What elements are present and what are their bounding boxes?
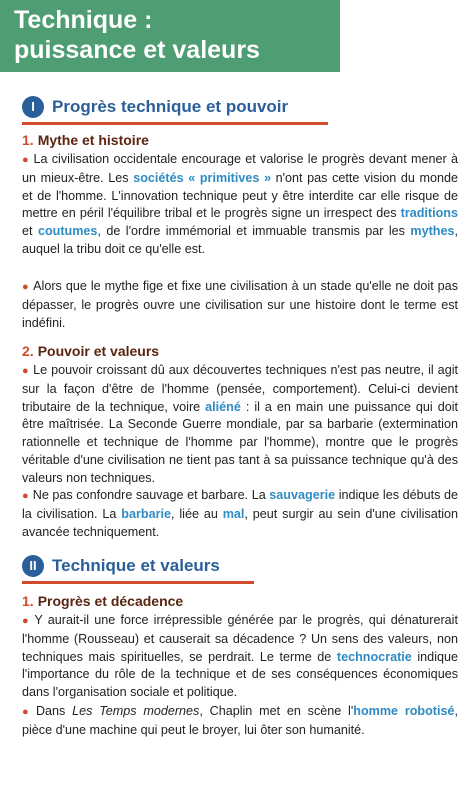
text-span: , Chaplin met en scène l' (199, 704, 354, 718)
paragraph-1-2-a (22, 362, 458, 488)
bullet-icon: ● (22, 706, 32, 718)
text-span: , pièce d'une machine qui peut le broyer, lui ôter son humanité. (22, 704, 458, 737)
text-span: La civilisation occidentale encourage et valorise le progrès devant mener à un mieux-être. Les (22, 152, 458, 185)
keyword-mal: mal (222, 506, 245, 521)
keyword-traditions: traditions (400, 206, 458, 221)
text-span: , de l'ordre immémorial et immuable transmis par les (97, 224, 411, 239)
paragraph-1-1-b (22, 278, 458, 332)
text-span: , liée au (171, 506, 223, 521)
subsection-2-1-title: Progrès et décadence (37, 593, 184, 609)
section-1-heading (22, 94, 462, 122)
paragraph-2-1-a (22, 612, 458, 702)
bullet-icon: ● (22, 615, 31, 627)
keyword-mythes: mythes (410, 224, 455, 239)
subsection-2-1-number: 1. (22, 593, 34, 609)
text-span: , peut surgir au sein d'une civilisation avancée techniquement. (22, 506, 459, 539)
text-span: : il a en main une puissance qui doit être maîtrisée. La Seconde Guerre mondiale, par sa barbarie (extermination rationnelle et technique de l'homme par l'homme), montre que le progrès véritable d'une civilisation ne tient pas tant à sa puissance technique qu'à des valeurs non techniques. (22, 399, 459, 485)
text-span: , auquel la tribu doit ce qu'elle est. (22, 224, 458, 256)
bullet-icon: ● (22, 365, 30, 377)
paragraph-1-2-b (22, 487, 458, 541)
subsection-1-1-number: 1. (22, 132, 34, 148)
text-span: indique les débuts de la civilisation. La (22, 488, 458, 521)
section-2-title: Technique et valeurs (52, 556, 220, 575)
keyword-coutumes: coutumes (37, 224, 98, 239)
keyword-sauvagerie: sauvagerie (269, 488, 336, 502)
subsection-2-1-heading (22, 592, 183, 610)
bullet-icon: ● (22, 154, 30, 166)
chapter-title-line2: puissance et valeurs (14, 36, 260, 64)
bullet-icon: ● (22, 281, 30, 293)
section-1-title: Progrès technique et pouvoir (52, 97, 289, 116)
film-title: Les Temps modernes (72, 704, 200, 718)
chapter-header (0, 0, 340, 72)
text-span: Dans (35, 704, 73, 718)
keyword-homme-robotise: homme robotisé (353, 704, 455, 718)
paragraph-2-1-b (22, 703, 458, 740)
keyword-technocratie: technocratie (336, 649, 412, 664)
text-span: Alors que le mythe fige et fixe une civilisation à un stade qu'elle ne doit pas dépasser, le progrès ouvre une civilisation sur une histoire dont le terme est indéfini. (22, 279, 458, 330)
subsection-1-2-title: Pouvoir et valeurs (37, 343, 160, 359)
keyword-barbarie: barbarie (121, 506, 171, 521)
paragraph-1-1-a (22, 151, 458, 259)
section-2-heading (22, 553, 462, 581)
chapter-title-line1: Technique : (14, 6, 153, 34)
subsection-1-1-title: Mythe et histoire (37, 132, 149, 148)
text-span: Ne pas confondre sauvage et barbare. La (32, 488, 270, 502)
text-span: Le pouvoir croissant dû aux découvertes techniques n'est pas neutre, il agit sur la façon d'être de l'homme (pensée, comportement). Celui-ci devient tributaire de la technique, voire (22, 363, 458, 414)
keyword-aliene: aliéné (205, 399, 241, 414)
subsection-1-2-number: 2. (22, 343, 34, 359)
bullet-icon: ● (22, 490, 29, 502)
text-span: indique l'importance du rôle de la technique et de ses conséquences économiques dans l'organisation sociale et politique. (22, 649, 458, 700)
section-1-underline (22, 122, 328, 125)
text-span: Y aurait-il une force irrépressible générée par le progrès, qui dénaturerait l'homme (Rousseau) et causerait sa décadence ? Un sens des valeurs, non techniques mais spirituelles, se perdrait. Le terme de (22, 613, 458, 664)
text-span: n'ont pas cette vision du monde et de l'homme. L'innovation technique peut y être interdite car elle risque de mettre en péril l'équilibre tribal et le progrès signe un irrespect des (22, 170, 458, 221)
section-1-badge: I (22, 96, 44, 118)
section-2-badge: II (22, 555, 44, 577)
subsection-1-2-heading (22, 342, 159, 360)
text-span: et (22, 224, 38, 239)
subsection-1-1-heading (22, 131, 149, 149)
section-2-underline (22, 581, 254, 584)
keyword-primitive-societies: sociétés « primitives » (133, 170, 271, 185)
